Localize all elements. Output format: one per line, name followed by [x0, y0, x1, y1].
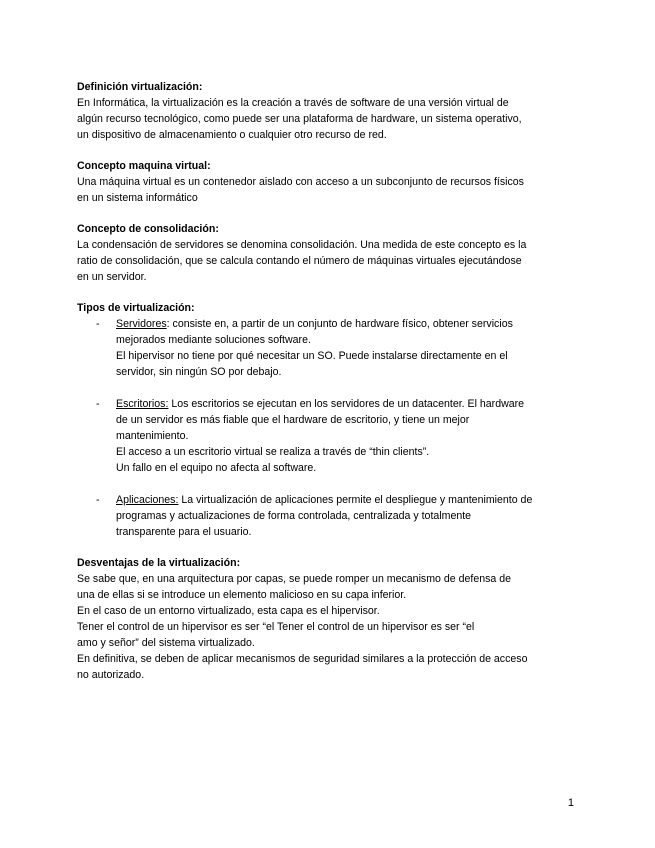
paragraph-line: En Informática, la virtualización es la creación a través de software de una versión virtual de: [77, 97, 509, 109]
paragraph-line: algún recurso tecnológico, como puede ser una plataforma de hardware, un sistema operativo,: [77, 113, 522, 125]
section-virtual-machine-concept: [77, 158, 585, 206]
list-item-first-line: [116, 316, 585, 332]
bullet-dash: -: [96, 494, 100, 506]
paragraph-line: La condensación de servidores se denomina consolidación. Una medida de este concepto es la: [77, 239, 527, 251]
list-item-first-line: [116, 396, 585, 412]
paragraph-line: Tener el control de un hipervisor es ser “el Tener el control de un hipervisor es ser “el: [77, 621, 475, 633]
virtualization-types-list: [77, 316, 585, 540]
section-heading: Desventajas de la virtualización:: [77, 557, 241, 569]
list-item-line: El acceso a un escritorio virtual se realiza a través de “thin clients”.: [116, 446, 430, 458]
paragraph-line: una de ellas si se introduce un elemento malicioso en su capa inferior.: [77, 589, 407, 601]
paragraph-line: un dispositivo de almacenamiento o cualquier otro recurso de red.: [77, 129, 387, 141]
paragraph-line: En definitiva, se deben de aplicar mecanismos de seguridad similares a la protección de acceso: [77, 653, 528, 665]
term-description: : consiste en, a partir de un conjunto de hardware físico, obtener servicios: [166, 318, 513, 330]
section-consolidation-concept: [77, 221, 585, 285]
term-label: Aplicaciones:: [116, 494, 179, 506]
list-item-line: Un fallo en el equipo no afecta al software.: [116, 462, 317, 474]
term-description: La virtualización de aplicaciones permite el despliegue y mantenimiento de: [178, 494, 533, 506]
section-virtualization-definition: [77, 79, 585, 143]
section-heading: Tipos de virtualización:: [77, 302, 195, 314]
paragraph-line: ratio de consolidación, que se calcula contando el número de máquinas virtuales ejecutándose: [77, 255, 522, 267]
list-item-line: de un servidor es más fiable que el hardware de escritorio, y tiene un mejor: [116, 414, 470, 426]
list-item-line: El hipervisor no tiene por qué necesitar un SO. Puede instalarse directamente en el: [116, 350, 508, 362]
bullet-dash: -: [96, 398, 100, 410]
list-item-applications: [77, 492, 585, 540]
list-item-line: mejorados mediante soluciones software.: [116, 334, 311, 346]
list-item-line: servidor, sin ningún SO por debajo.: [116, 366, 282, 378]
list-item-desktops: [77, 396, 585, 476]
list-item-line: transparente para el usuario.: [116, 526, 252, 538]
bullet-dash: -: [96, 318, 100, 330]
list-item-first-line: [116, 492, 585, 508]
section-heading: Concepto maquina virtual:: [77, 160, 211, 172]
paragraph-line: en un servidor.: [77, 271, 147, 283]
term-label: Escritorios:: [116, 398, 169, 410]
section-heading: Concepto de consolidación:: [77, 223, 219, 235]
section-heading: Definición virtualización:: [77, 81, 203, 93]
paragraph-line: En el caso de un entorno virtualizado, esta capa es el hipervisor.: [77, 605, 380, 617]
page-number: 1: [567, 797, 574, 809]
paragraph-line: Se sabe que, en una arquitectura por capas, se puede romper un mecanismo de defensa de: [77, 573, 512, 585]
list-item-servers: [77, 316, 585, 380]
paragraph-line: Una máquina virtual es un contenedor aislado con acceso a un subconjunto de recursos físicos: [77, 176, 524, 188]
section-virtualization-disadvantages: [77, 555, 585, 683]
paragraph-line: amo y señor” del sistema virtualizado.: [77, 637, 255, 649]
section-virtualization-types: [77, 300, 585, 540]
paragraph-line: en un sistema informático: [77, 192, 198, 204]
term-description: Los escritorios se ejecutan en los servidores de un datacenter. El hardware: [168, 398, 525, 410]
list-item-line: mantenimiento.: [116, 430, 189, 442]
list-item-line: programas y actualizaciones de forma controlada, centralizada y totalmente: [116, 510, 472, 522]
term-label: Servidores: [116, 318, 167, 330]
paragraph-line: no autorizado.: [77, 669, 145, 681]
